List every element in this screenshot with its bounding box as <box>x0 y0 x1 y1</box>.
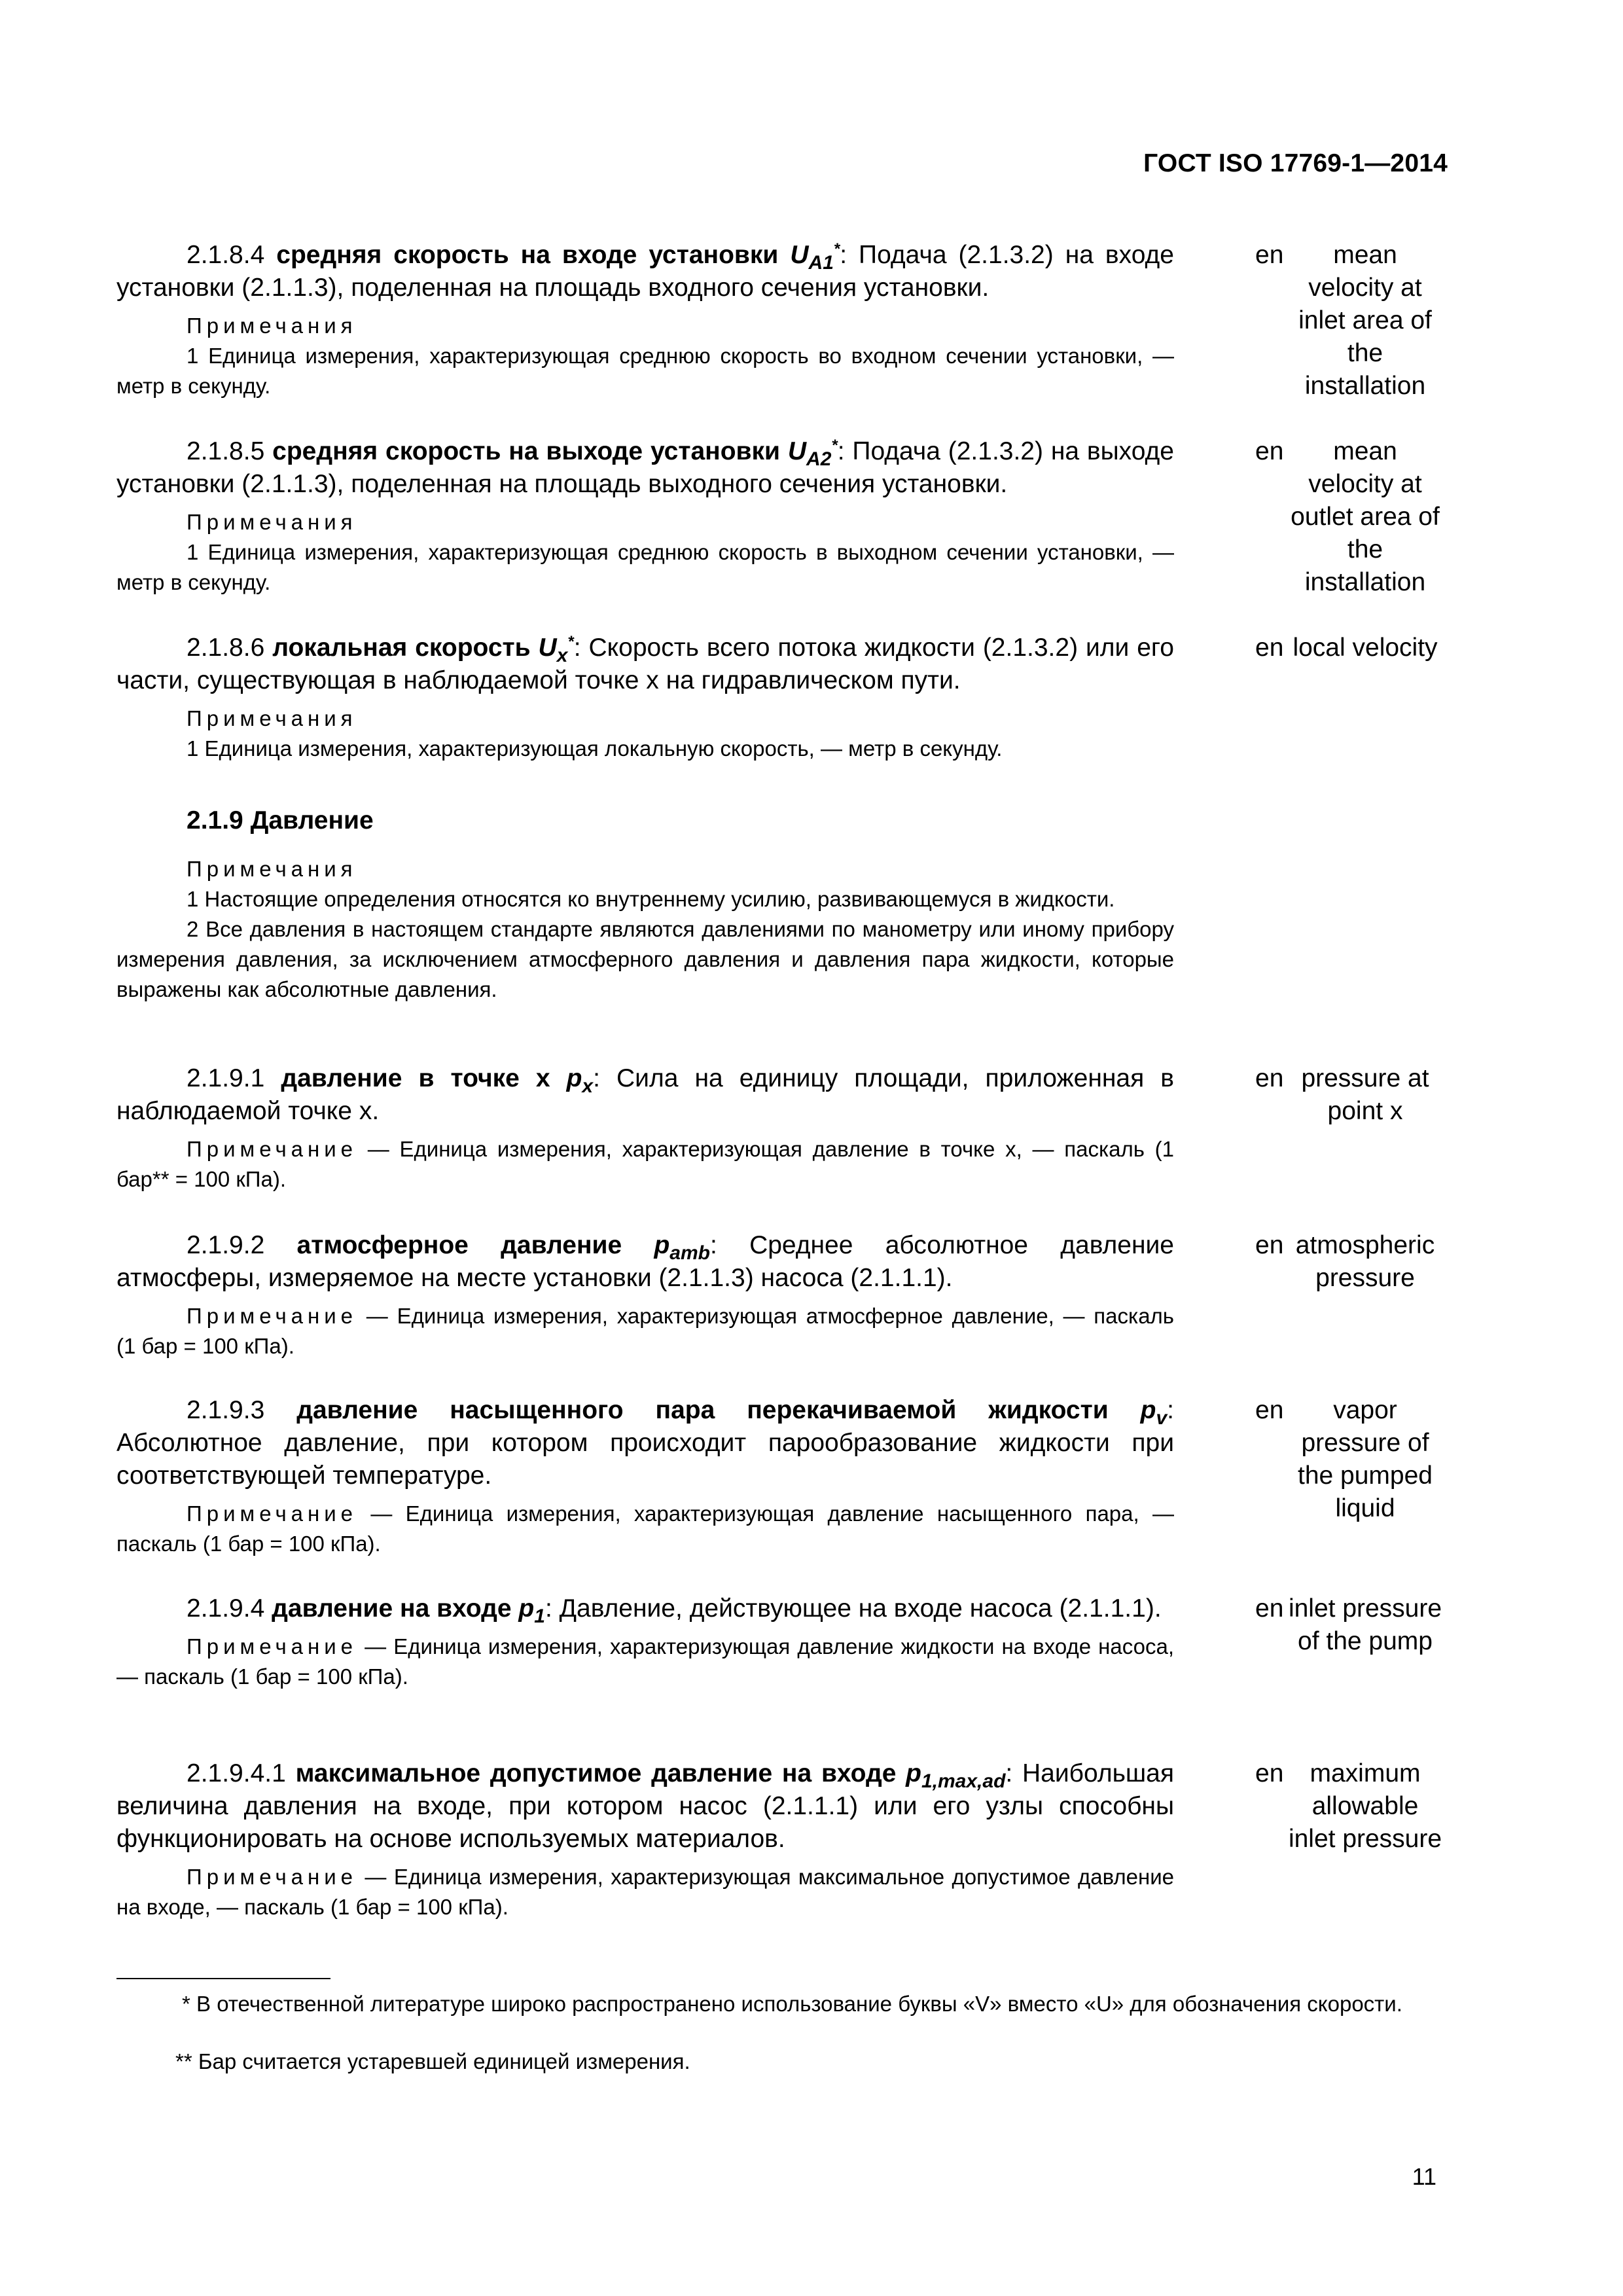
term-entry-2-1-8-5 <box>116 435 1442 598</box>
definition <box>116 239 1174 304</box>
english-equivalent: maximum allowable inlet pressure <box>1288 1759 1442 1853</box>
definition-text: : Среднее абсолютное давление атмосферы, измеряемое на месте установки (2.1.1.3) насоса (2.1.1.1). <box>116 1231 1174 1292</box>
term: локальная скорость <box>272 634 531 662</box>
note-text: — Единица измерения, характеризующая атмосферное давление, — паскаль (1 бар = 100 кПа). <box>116 1304 1174 1358</box>
note-label: Примечание <box>187 1304 358 1328</box>
definition <box>116 1757 1174 1856</box>
note-text: — Единица измерения, характеризующая давление в точке x, — паскаль (1 бар** = 100 кПа). <box>116 1137 1174 1191</box>
definition <box>116 1229 1174 1295</box>
language-code: en <box>1255 1064 1284 1092</box>
note-text: 1 Настоящие определения относятся ко внутреннему усилию, развивающемуся в жидкости. <box>187 887 1115 911</box>
language-code: en <box>1255 634 1284 662</box>
symbol: $U_{A2}^*$ <box>787 437 838 470</box>
definition-text: : Абсолютное давление, при котором происходит парообразование жидкости при соответствующей температуре. <box>116 1396 1175 1490</box>
section-title: 2.1.9 Давление <box>187 806 374 834</box>
term: давление на входе <box>272 1594 512 1623</box>
term: атмосферное давление <box>296 1231 622 1259</box>
note-text: 1 Единица измерения, характеризующая среднюю скорость в выходном сечении установки, — метр в секунду. <box>116 540 1174 594</box>
symbol: $p_{amb}$ <box>654 1231 710 1264</box>
symbol: $p_{1,max,ad}$ <box>906 1759 1006 1792</box>
entry-number: 2.1.9.3 <box>187 1396 265 1424</box>
language-code: en <box>1255 1231 1284 1259</box>
term: средняя скорость на выходе установки <box>272 437 781 465</box>
footnote: ** Бар считается устаревшей единицей измерения. <box>175 2049 690 2073</box>
note-text: — Единица измерения, характеризующая давление жидкости на входе насоса, — паскаль (1 бар = 100 кПа). <box>116 1634 1174 1689</box>
footnote-divider <box>116 1978 330 1979</box>
term: средняя скорость на входе установки <box>276 241 779 269</box>
definition-text: : Давление, действующее на входе насоса (2.1.1.1). <box>544 1594 1162 1623</box>
note <box>116 1499 1174 1559</box>
term: давление в точке x <box>281 1064 550 1092</box>
note-label: Примечание <box>187 1501 358 1526</box>
english-equivalent: mean velocity at outlet area of the installation <box>1291 437 1440 596</box>
note-text: 2 Все давления в настоящем стандарте являются давлениями по манометру или иному прибору измерения давления, за исключением атмосферного давления и давления пара жидкости, которые выражены как абсолютные давления. <box>116 917 1174 1001</box>
language-code: en <box>1255 1759 1284 1787</box>
symbol: $p_1$ <box>518 1594 545 1627</box>
definition <box>116 1592 1174 1625</box>
symbol: $U_x^*$ <box>538 633 574 666</box>
definition <box>116 632 1174 697</box>
section-notes <box>116 854 1442 1005</box>
definition-text: : Скорость всего потока жидкости (2.1.3.2) или его части, существующая в наблюдаемой точке x на гидравлическом пути. <box>116 634 1174 694</box>
english-equivalent: pressure at point x <box>1301 1064 1429 1125</box>
note-text: — Единица измерения, характеризующая давление насыщенного пара, — паскаль (1 бар = 100 кПа). <box>116 1501 1174 1556</box>
entry-number: 2.1.8.5 <box>187 437 265 465</box>
definition-text: : Подача (2.1.3.2) на выходе установки (2.1.1.3), поделенная на площадь выходного сечения установки. <box>116 437 1174 498</box>
note <box>116 1134 1174 1194</box>
entry-number: 2.1.9.2 <box>187 1231 265 1259</box>
language-code: en <box>1255 437 1284 465</box>
english-equivalent: local velocity <box>1293 634 1438 662</box>
footnote: * В отечественной литературе широко распространено использование буквы «V» вместо «U» для обозначения скорости. <box>182 1992 1402 2016</box>
english-equivalent: inlet pressure of the pump <box>1288 1594 1442 1655</box>
language-code: en <box>1255 241 1284 269</box>
definition-text: : Сила на единицу площади, приложенная в наблюдаемой точке x. <box>116 1064 1174 1125</box>
symbol: $p_v$ <box>1140 1396 1168 1429</box>
standard-header: ГОСТ ISO 17769-1—2014 <box>1143 149 1448 177</box>
english-equivalent: atmospheric pressure <box>1295 1231 1435 1292</box>
definition-text: : Наибольшая величина давления на входе, при котором насос (2.1.1.1) или его узлы способны функционировать на основе используемых материалов. <box>116 1759 1174 1853</box>
definition-text: : Подача (2.1.3.2) на входе установки (2.1.1.3), поделенная на площадь входного сечения установки. <box>116 241 1174 302</box>
entry-number: 2.1.9.4 <box>187 1594 265 1623</box>
note-label: Примечание <box>187 1634 358 1659</box>
note <box>116 1862 1174 1922</box>
english-equivalent: vapor pressure of the pumped liquid <box>1298 1396 1433 1522</box>
note-text: 1 Единица измерения, характеризующая среднюю скорость во входном сечении установки, — метр в секунду. <box>116 344 1174 398</box>
term: максимальное допустимое давление на входе <box>295 1759 897 1787</box>
symbol: $p_x$ <box>566 1064 594 1097</box>
language-code: en <box>1255 1594 1284 1623</box>
symbol: $U_{A1}^*$ <box>790 240 840 274</box>
notes-label: Примечания <box>187 857 357 881</box>
definition <box>116 435 1174 501</box>
page-number: 11 <box>1412 2163 1436 2190</box>
language-code: en <box>1255 1396 1284 1424</box>
term-entry-2-1-8-4 <box>116 239 1442 401</box>
notes-label: Примечания <box>187 706 357 730</box>
notes-label: Примечания <box>187 314 357 338</box>
note-text: 1 Единица измерения, характеризующая локальную скорость, — метр в секунду. <box>187 736 1003 761</box>
term: давление насыщенного пара перекачиваемой жидкости <box>296 1396 1109 1424</box>
term-entry-2-1-9-1 <box>116 1062 1442 1194</box>
definition <box>116 1394 1174 1492</box>
entry-number: 2.1.8.6 <box>187 634 265 662</box>
definition <box>116 1062 1174 1128</box>
entry-main <box>116 239 1174 401</box>
entry-main <box>116 435 1174 598</box>
entry-number: 2.1.9.1 <box>187 1064 265 1092</box>
note <box>116 1632 1174 1692</box>
notes-label: Примечания <box>187 510 357 534</box>
english-equivalent: mean velocity at inlet area of the installation <box>1298 241 1432 400</box>
term-entry-2-1-9-4-1 <box>116 1757 1442 1922</box>
note-label: Примечание <box>187 1865 358 1889</box>
entry-number: 2.1.9.4.1 <box>187 1759 286 1787</box>
note-label: Примечание <box>187 1137 358 1161</box>
term-entry-2-1-9-4 <box>116 1592 1442 1692</box>
note <box>116 1301 1174 1361</box>
entry-main <box>116 632 1174 764</box>
term-entry-2-1-8-6 <box>116 632 1442 764</box>
term-entry-2-1-9-3 <box>116 1394 1442 1559</box>
entry-number: 2.1.8.4 <box>187 241 265 269</box>
note-text: — Единица измерения, характеризующая максимальное допустимое давление на входе, — паскаль (1 бар = 100 кПа). <box>116 1865 1174 1919</box>
term-entry-2-1-9-2 <box>116 1229 1442 1361</box>
